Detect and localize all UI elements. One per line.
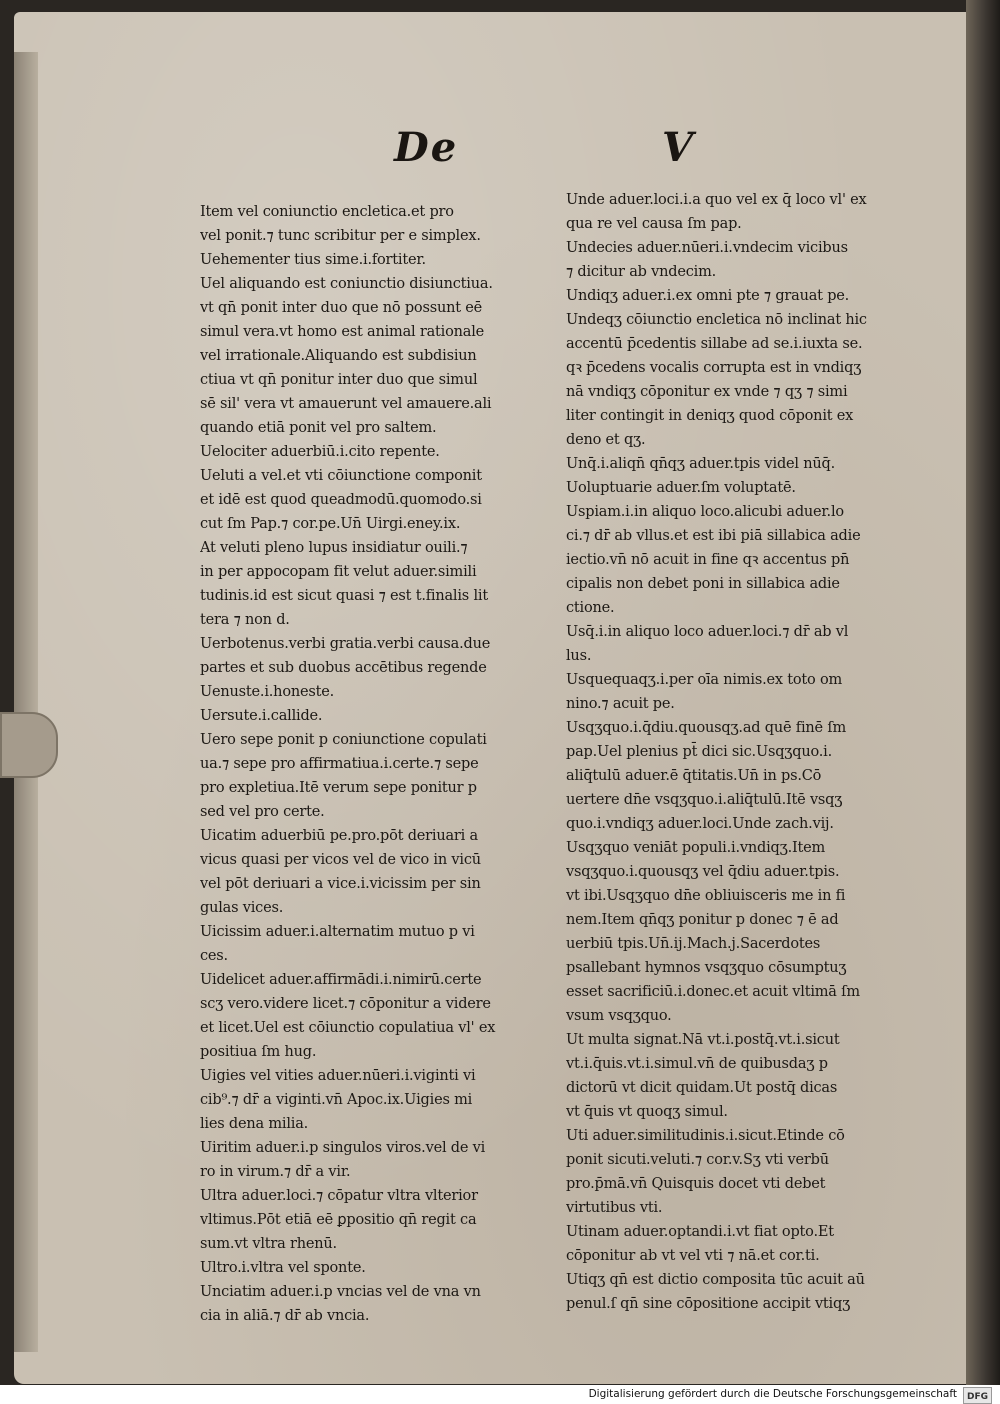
left-column-line: tera ⁊ non d. bbox=[200, 612, 290, 628]
left-column-line: Uidelicet aduer.affirmādi.i.nimirū.certe bbox=[200, 972, 482, 988]
right-column-line: pap.Uel plenius pt̄ dici sic.Usqʒquo.i. bbox=[566, 744, 833, 760]
left-column-line: vicus quasi per vicos vel de vico in vicū bbox=[200, 852, 481, 868]
right-column-line: dictorū vt dicit quidam.Ut postq̄ dicas bbox=[566, 1080, 838, 1096]
right-column-line: vt.i.q̄uis.vt.i.simul.vn̄ de quibusdaʒ p bbox=[566, 1056, 828, 1072]
right-column-line: ci.⁊ dr̄ ab vllus.et est ibi piā sillabica adie bbox=[566, 528, 861, 544]
right-column-line: Undiqʒ aduer.i.ex omni pte ⁊ grauat pe. bbox=[566, 288, 850, 304]
left-column-line: ces. bbox=[200, 948, 228, 964]
left-column-line: Uiritim aduer.i.p singulos viros.vel de vi bbox=[200, 1140, 486, 1156]
left-column-line: Uigies vel vities aduer.nūeri.i.viginti vi bbox=[200, 1068, 476, 1084]
right-column-line: Usq̄.i.in aliquo loco aduer.loci.⁊ dr̄ ab vl bbox=[566, 624, 849, 640]
right-column-line: Uspiam.i.in aliquo loco.alicubi aduer.lo bbox=[566, 504, 844, 520]
right-column-line: nem.Item qn̄qʒ ponitur p donec ⁊ ē ad bbox=[566, 912, 839, 928]
right-column-line: Unq̄.i.aliqn̄ qn̄qʒ aduer.tpis videl nūq̄. bbox=[566, 456, 836, 472]
right-column-line: nino.⁊ acuit pe. bbox=[566, 696, 675, 712]
right-column-line: vsqʒquo.i.quousqʒ vel q̄diu aduer.tpis. bbox=[566, 864, 840, 880]
book-clasp bbox=[0, 712, 58, 778]
right-column-line: nā vndiqʒ cōponitur ex vnde ⁊ qʒ ⁊ simi bbox=[566, 384, 848, 400]
dfg-logo: DFG bbox=[963, 1387, 992, 1404]
right-column-line: liter contingit in deniqʒ quod cōponit ex bbox=[566, 408, 854, 424]
right-column-line: pro.p̄mā.vn̄ Quisquis docet vti debet bbox=[566, 1176, 826, 1192]
left-column-line: vel pōt deriuari a vice.i.vicissim per sin bbox=[200, 876, 481, 892]
left-column-line: Uelociter aduerbiū.i.cito repente. bbox=[200, 444, 440, 460]
right-column-line: deno et qʒ. bbox=[566, 432, 646, 448]
right-column-line: vsum vsqʒquo. bbox=[566, 1008, 672, 1024]
left-column-line: cia in aliā.⁊ dr̄ ab vncia. bbox=[200, 1308, 370, 1324]
left-column-line: tudinis.id est sicut quasi ⁊ est t.finalis lit bbox=[200, 588, 488, 604]
left-column-line: quando etiā ponit vel pro saltem. bbox=[200, 420, 437, 436]
right-column-line: vt q̄uis vt quoqʒ simul. bbox=[566, 1104, 728, 1120]
right-column-line: ponit sicuti.veluti.⁊ cor.v.Sʒ vti verbū bbox=[566, 1152, 829, 1168]
left-column-line: ro in virum.⁊ dr̄ a vir. bbox=[200, 1164, 351, 1180]
right-text-column bbox=[566, 188, 946, 1316]
left-column-line: vt qn̄ ponit inter duo que nō possunt eē bbox=[200, 300, 483, 316]
left-column-line: Ueluti a vel.et vti cōiunctione componit bbox=[200, 468, 482, 484]
right-column-line: lus. bbox=[566, 648, 592, 664]
left-column-line: et idē est quod queadmodū.quomodo.si bbox=[200, 492, 482, 508]
left-column-line: sē sil' vera vt amauerunt vel amauere.ali bbox=[200, 396, 492, 412]
right-column-line: quo.i.vndiqʒ aduer.loci.Unde zach.vij. bbox=[566, 816, 834, 832]
right-column-line: psallebant hymnos vsqʒquo cōsumptuʒ bbox=[566, 960, 847, 976]
right-column-line: iectio.vn̄ nō acuit in fine qꝛ accentus pn̄ bbox=[566, 552, 850, 568]
left-column-line: Item vel coniunctio encletica.et pro bbox=[200, 204, 454, 220]
left-column-line: Ultro.i.vltra vel sponte. bbox=[200, 1260, 366, 1276]
right-column-line: cōponitur ab vt vel vti ⁊ nā.et cor.ti. bbox=[566, 1248, 820, 1264]
right-column-line: qꝛ p̄cedens vocalis corrupta est in vndiqʒ bbox=[566, 360, 862, 376]
left-column-line: lies dena milia. bbox=[200, 1116, 309, 1132]
running-header-right: V bbox=[662, 124, 696, 171]
page-edge bbox=[14, 52, 38, 1352]
left-column-line: Uel aliquando est coniunctio disiunctiua. bbox=[200, 276, 493, 292]
right-column-line: penul.ſ qn̄ sine cōpositione accipit vtiqʒ bbox=[566, 1296, 851, 1312]
right-column-line: uerbiū tpis.Un̄.ij.Mach.j.Sacerdotes bbox=[566, 936, 821, 952]
left-text-column bbox=[200, 200, 570, 1328]
right-column-line: accentū p̄cedentis sillabe ad se.i.iuxta se. bbox=[566, 336, 863, 352]
right-column-line: virtutibus vti. bbox=[566, 1200, 663, 1216]
right-column-line: Unde aduer.loci.i.a quo vel ex q̄ loco vl' ex bbox=[566, 192, 867, 208]
footer-bar bbox=[0, 1385, 1000, 1404]
left-column-line: ua.⁊ sepe pro affirmatiua.i.certe.⁊ sepe bbox=[200, 756, 479, 772]
left-column-line: sed vel pro certe. bbox=[200, 804, 325, 820]
left-column-line: At veluti pleno lupus insidiatur ouili.⁊ bbox=[200, 540, 468, 556]
left-column-line: Uerbotenus.verbi gratia.verbi causa.due bbox=[200, 636, 491, 652]
left-column-line: Uersute.i.callide. bbox=[200, 708, 323, 724]
left-column-line: vel irrationale.Aliquando est subdisiun bbox=[200, 348, 477, 364]
left-column-line: Uicissim aduer.i.alternatim mutuo p vi bbox=[200, 924, 475, 940]
right-column-line: ctione. bbox=[566, 600, 615, 616]
left-column-line: vel ponit.⁊ tunc scribitur per e simplex. bbox=[200, 228, 481, 244]
left-column-line: positiua ſm hug. bbox=[200, 1044, 317, 1060]
left-column-line: et licet.Uel est cōiunctio copulatiua vl' ex bbox=[200, 1020, 496, 1036]
left-column-line: cib⁹.⁊ dr̄ a viginti.vn̄ Apoc.ix.Uigies mi bbox=[200, 1092, 473, 1108]
left-column-line: Uicatim aduerbiū pe.pro.pōt deriuari a bbox=[200, 828, 478, 844]
book-spine bbox=[966, 0, 1000, 1385]
book-page bbox=[14, 12, 974, 1384]
right-column-line: aliq̄tulū aduer.ē q̄titatis.Un̄ in ps.Cō bbox=[566, 768, 822, 784]
left-column-line: Uehementer tius sime.i.fortiter. bbox=[200, 252, 426, 268]
left-column-line: ctiua vt qn̄ ponitur inter duo que simul bbox=[200, 372, 478, 388]
left-column-line: in per appocopam fit velut aduer.simili bbox=[200, 564, 477, 580]
left-column-line: Uero sepe ponit p coniunctione copulati bbox=[200, 732, 487, 748]
funding-notice: Digitalisierung gefördert durch die Deutsche Forschungsgemeinschaft bbox=[588, 1388, 957, 1400]
left-column-line: cut ſm Pap.⁊ cor.pe.Un̄ Uirgi.eney.ix. bbox=[200, 516, 461, 532]
left-column-line: Uenuste.i.honeste. bbox=[200, 684, 335, 700]
right-column-line: ⁊ dicitur ab vndecim. bbox=[566, 264, 717, 280]
right-column-line: Utinam aduer.optandi.i.vt fiat opto.Et bbox=[566, 1224, 834, 1240]
right-column-line: Utiqʒ qn̄ est dictio composita tūc acuit aū bbox=[566, 1272, 865, 1288]
left-column-line: gulas vices. bbox=[200, 900, 284, 916]
left-column-line: pro expletiua.Itē verum sepe ponitur p bbox=[200, 780, 477, 796]
right-column-line: uertere dn̄e vsqʒquo.i.aliq̄tulū.Itē vsqʒ bbox=[566, 792, 843, 808]
right-column-line: Ut multa signat.Nā vt.i.postq̄.vt.i.sicut bbox=[566, 1032, 840, 1048]
right-column-line: cipalis non debet poni in sillabica adie bbox=[566, 576, 840, 592]
right-column-line: Undecies aduer.nūeri.i.vndecim vicibus bbox=[566, 240, 848, 256]
left-column-line: partes et sub duobus accētibus regende bbox=[200, 660, 487, 676]
right-column-line: Usqʒquo veniāt populi.i.vndiqʒ.Item bbox=[566, 840, 826, 856]
right-column-line: Undeqʒ cōiunctio encletica nō inclinat hic bbox=[566, 312, 867, 328]
right-column-line: Uti aduer.similitudinis.i.sicut.Etinde cō bbox=[566, 1128, 845, 1144]
right-column-line: Usquequaqʒ.i.per oīa nimis.ex toto om bbox=[566, 672, 843, 688]
left-column-line: Unciatim aduer.i.p vncias vel de vna vn bbox=[200, 1284, 481, 1300]
right-column-line: esset sacrificiū.i.donec.et acuit vltimā ſm bbox=[566, 984, 860, 1000]
left-column-line: sum.vt vltra rhenū. bbox=[200, 1236, 337, 1252]
running-header-left: De bbox=[394, 124, 459, 171]
right-column-line: qua re vel causa ſm pap. bbox=[566, 216, 742, 232]
left-column-line: vltimus.Pōt etiā eē ꝑpositio qn̄ regit ca bbox=[200, 1212, 477, 1228]
left-column-line: scʒ vero.videre licet.⁊ cōponitur a videre bbox=[200, 996, 491, 1012]
left-column-line: Ultra aduer.loci.⁊ cōpatur vltra vlterior bbox=[200, 1188, 478, 1204]
right-column-line: Uoluptuarie aduer.ſm voluptatē. bbox=[566, 480, 796, 496]
right-column-line: vt ibi.Usqʒquo dn̄e obliuisceris me in fi bbox=[566, 888, 846, 904]
right-column-line: Usqʒquo.i.q̄diu.quousqʒ.ad quē finē ſm bbox=[566, 720, 847, 736]
left-column-line: simul vera.vt homo est animal rationale bbox=[200, 324, 485, 340]
